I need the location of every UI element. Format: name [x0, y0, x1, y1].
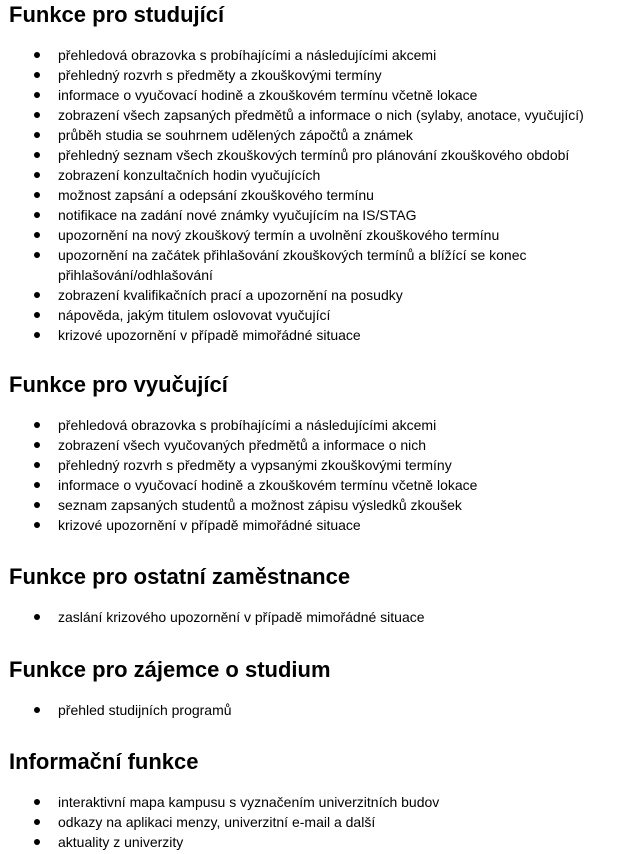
list-item: průběh studia se souhrnem udělených zápočtů a známek — [0, 125, 637, 145]
list-item: přehled studijních programů — [0, 700, 637, 720]
list-item: informace o vyučovací hodině a zkouškovém termínu včetně lokace — [0, 85, 637, 105]
list-item: zobrazení konzultačních hodin vyučujících — [0, 165, 637, 185]
list-item: notifikace na zadání nové známky vyučujícím na IS/STAG — [0, 205, 637, 225]
section-info-functions — [0, 749, 637, 852]
list-item: nápověda, jakým titulem oslovovat vyučující — [0, 305, 637, 325]
list-item: upozornění na začátek přihlašování zkouškových termínů a blížící se konec přihlašování/odhlašování — [0, 245, 637, 285]
section-applicants — [0, 657, 637, 720]
section-students — [0, 2, 637, 345]
section-heading: Funkce pro studující — [9, 2, 225, 27]
list-item: krizové upozornění v případě mimořádné situace — [0, 325, 637, 345]
list-item: zobrazení všech zapsaných předmětů a informace o nich (sylaby, anotace, vyučující) — [0, 105, 637, 125]
section-heading: Informační funkce — [9, 749, 199, 774]
section-teachers — [0, 372, 637, 535]
list-item: přehledová obrazovka s probíhajícími a následujícími akcemi — [0, 415, 637, 435]
list-item: upozornění na nový zkouškový termín a uvolnění zkouškového termínu — [0, 225, 637, 245]
list-item: informace o vyučovací hodině a zkouškovém termínu včetně lokace — [0, 475, 637, 495]
section-other-staff — [0, 564, 637, 627]
feature-list — [0, 45, 637, 345]
list-item: přehledný rozvrh s předměty a zkouškovými termíny — [0, 65, 637, 85]
list-item: interaktivní mapa kampusu s vyznačením univerzitních budov — [0, 792, 637, 812]
feature-list — [0, 607, 637, 627]
section-heading: Funkce pro ostatní zaměstnance — [9, 564, 351, 589]
list-item: odkazy na aplikaci menzy, univerzitní e-mail a další — [0, 812, 637, 832]
section-heading: Funkce pro vyučující — [9, 372, 228, 397]
list-item: přehledný seznam všech zkouškových termínů pro plánování zkouškového období — [0, 145, 637, 165]
list-item: krizové upozornění v případě mimořádné situace — [0, 515, 637, 535]
list-item: přehledný rozvrh s předměty a vypsanými zkouškovými termíny — [0, 455, 637, 475]
feature-list — [0, 415, 637, 535]
list-item: zobrazení kvalifikačních prací a upozornění na posudky — [0, 285, 637, 305]
section-heading: Funkce pro zájemce o studium — [9, 657, 331, 682]
list-item: možnost zapsání a odepsání zkouškového termínu — [0, 185, 637, 205]
feature-list — [0, 792, 637, 852]
list-item: zobrazení všech vyučovaných předmětů a informace o nich — [0, 435, 637, 455]
feature-list — [0, 700, 637, 720]
list-item: přehledová obrazovka s probíhajícími a následujícími akcemi — [0, 45, 637, 65]
list-item: zaslání krizového upozornění v případě mimořádné situace — [0, 607, 637, 627]
list-item: aktuality z univerzity — [0, 832, 637, 852]
list-item: seznam zapsaných studentů a možnost zápisu výsledků zkoušek — [0, 495, 637, 515]
